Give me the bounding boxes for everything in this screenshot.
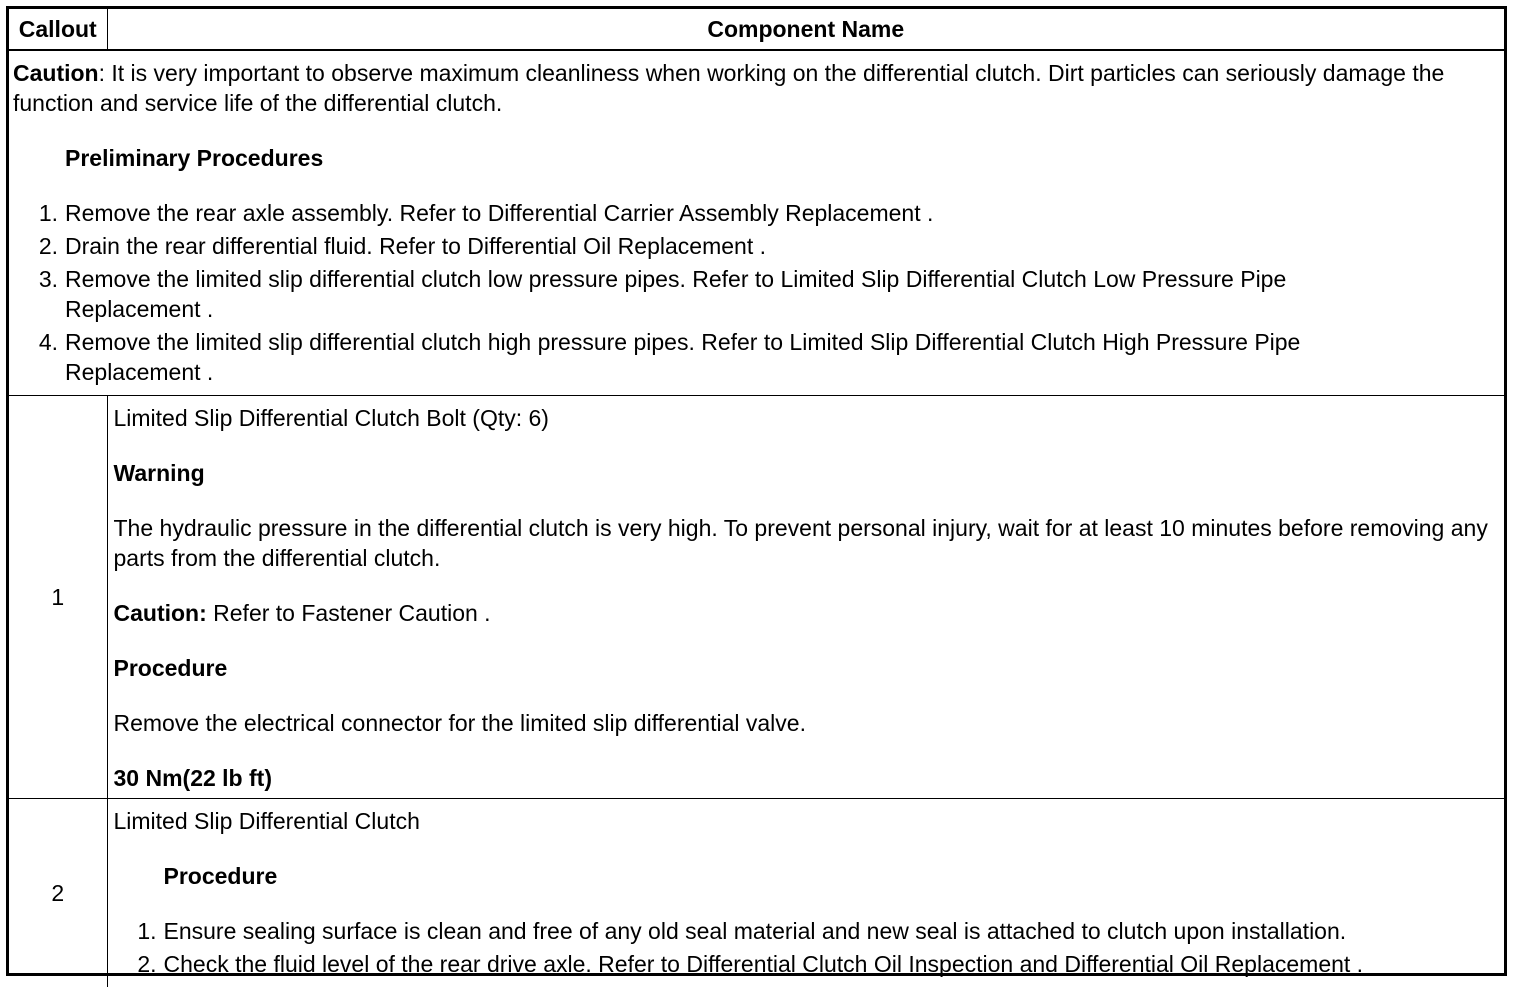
step-text: Remove the limited slip differential clutch high pressure pipes. Refer to Limited Slip Differential Clutch High Pressure Pipe Replacement . bbox=[65, 327, 1504, 387]
intro-row bbox=[9, 50, 1504, 396]
intro-cell bbox=[9, 50, 1504, 396]
step-number: 4. bbox=[13, 327, 65, 387]
list-item bbox=[13, 264, 1504, 324]
callout-number: 2 bbox=[9, 799, 107, 987]
callout-number: 1 bbox=[9, 396, 107, 799]
procedure-text: Remove the electrical connector for the limited slip differential valve. bbox=[114, 708, 1495, 738]
preliminary-steps-list bbox=[13, 198, 1504, 387]
table-row bbox=[9, 799, 1504, 987]
preliminary-procedures-heading: Preliminary Procedures bbox=[65, 143, 1504, 173]
step-text: Remove the rear axle assembly. Refer to Differential Carrier Assembly Replacement . bbox=[65, 198, 1504, 228]
step-text: Ensure sealing surface is clean and free of any old seal material and new seal is attached to clutch upon installation. bbox=[164, 916, 1495, 946]
component-name-column-header: Component Name bbox=[107, 9, 1504, 50]
fastener-caution bbox=[114, 598, 1495, 628]
table-row bbox=[9, 396, 1504, 799]
table-header-row bbox=[9, 9, 1504, 50]
list-item bbox=[114, 916, 1495, 946]
component-name: Limited Slip Differential Clutch Bolt (Qty: 6) bbox=[114, 403, 1495, 433]
caution-label: Caution: bbox=[114, 600, 207, 626]
warning-text: The hydraulic pressure in the differential clutch is very high. To prevent personal injury, wait for at least 10 minutes before removing any parts from the differential clutch. bbox=[114, 513, 1495, 573]
procedure-heading: Procedure bbox=[164, 861, 1495, 891]
component-detail-cell bbox=[107, 799, 1504, 987]
intro-caution bbox=[13, 58, 1504, 118]
step-number: 1. bbox=[13, 198, 65, 228]
warning-heading: Warning bbox=[114, 458, 1495, 488]
caution-text: Refer to Fastener Caution . bbox=[207, 600, 491, 626]
component-name: Limited Slip Differential Clutch bbox=[114, 806, 1495, 836]
callout-column-header: Callout bbox=[9, 9, 107, 50]
list-item bbox=[13, 198, 1504, 228]
intro-caution-label: Caution bbox=[13, 60, 99, 86]
list-item bbox=[114, 949, 1495, 979]
step-text: Drain the rear differential fluid. Refer to Differential Oil Replacement . bbox=[65, 231, 1504, 261]
procedure-steps-list bbox=[114, 916, 1495, 979]
step-text: Remove the limited slip differential clutch low pressure pipes. Refer to Limited Slip Differential Clutch Low Pressure Pipe Replacement . bbox=[65, 264, 1504, 324]
step-number: 1. bbox=[114, 916, 164, 946]
intro-caution-text: : It is very important to observe maximum cleanliness when working on the differential clutch. Dirt particles can seriously damage the function and service life of the differential clutch. bbox=[13, 60, 1444, 116]
list-item bbox=[13, 327, 1504, 387]
step-number: 2. bbox=[114, 949, 164, 979]
torque-spec: 30 Nm(22 lb ft) bbox=[114, 763, 1495, 793]
step-number: 2. bbox=[13, 231, 65, 261]
list-item bbox=[13, 231, 1504, 261]
procedure-table bbox=[6, 6, 1507, 976]
procedure-heading: Procedure bbox=[114, 653, 1495, 683]
step-number: 3. bbox=[13, 264, 65, 324]
component-detail-cell bbox=[107, 396, 1504, 799]
step-text: Check the fluid level of the rear drive axle. Refer to Differential Clutch Oil Inspection and Differential Oil Replacement . bbox=[164, 949, 1495, 979]
